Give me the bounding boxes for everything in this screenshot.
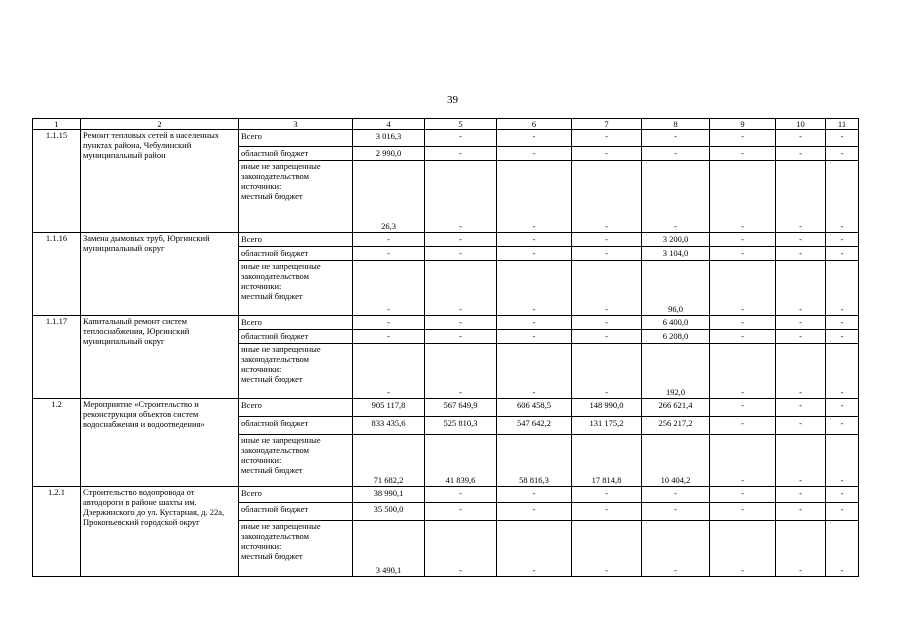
funding-value: -	[710, 487, 776, 503]
measure-name: Мероприятие «Строительство и реконструкция объектов систем водоснабжения и водоотведения»	[81, 399, 239, 487]
funding-value: -	[826, 417, 859, 435]
column-number-header: 3	[239, 119, 353, 130]
funding-value: -	[572, 487, 642, 503]
funding-value: -	[776, 130, 826, 147]
column-number-header: 6	[497, 119, 572, 130]
funding-value: -	[826, 247, 859, 261]
funding-value: -	[826, 487, 859, 503]
funding-source-label: Всего	[239, 399, 353, 417]
funding-value: 10 404,2	[642, 435, 710, 487]
column-number-header: 7	[572, 119, 642, 130]
funding-source-label	[239, 344, 353, 399]
funding-value: -	[425, 261, 497, 316]
funding-value: -	[710, 130, 776, 147]
funding-value: -	[710, 417, 776, 435]
table-row	[33, 316, 859, 330]
funding-value: -	[425, 130, 497, 147]
funding-source-line: иные не запрещенные	[241, 521, 321, 531]
funding-value: -	[425, 161, 497, 233]
funding-value: 6 400,0	[642, 316, 710, 330]
funding-value: -	[710, 161, 776, 233]
funding-value: -	[497, 261, 572, 316]
funding-value: -	[710, 503, 776, 521]
funding-value: -	[710, 435, 776, 487]
funding-source-label: Всего	[239, 130, 353, 147]
funding-value: -	[826, 161, 859, 233]
funding-source-label: Всего	[239, 487, 353, 503]
funding-value: -	[572, 161, 642, 233]
funding-value: -	[497, 233, 572, 247]
funding-value: -	[425, 147, 497, 161]
column-number-header: 2	[81, 119, 239, 130]
funding-value: 3 104,0	[642, 247, 710, 261]
funding-value: -	[710, 316, 776, 330]
funding-value: -	[776, 521, 826, 577]
measure-code: 1.2	[33, 399, 81, 487]
funding-value: -	[776, 233, 826, 247]
funding-value: -	[826, 344, 859, 399]
funding-source-line: законодательством	[241, 354, 310, 364]
funding-value: -	[425, 487, 497, 503]
funding-value: -	[572, 233, 642, 247]
funding-source-label: областной бюджет	[239, 147, 353, 161]
funding-source-label: областной бюджет	[239, 417, 353, 435]
funding-source-label	[239, 521, 353, 577]
funding-source-label: областной бюджет	[239, 330, 353, 344]
funding-source-line: законодательством	[241, 171, 310, 181]
measure-name: Капитальный ремонт систем теплоснабжения, Юргинский муниципальный округ	[81, 316, 239, 399]
funding-value: -	[572, 261, 642, 316]
funding-value: -	[776, 161, 826, 233]
funding-value: 3 490,1	[353, 521, 425, 577]
funding-value: -	[776, 147, 826, 161]
funding-value: -	[425, 330, 497, 344]
funding-value: -	[710, 233, 776, 247]
funding-source-label: Всего	[239, 316, 353, 330]
funding-value: -	[710, 147, 776, 161]
measure-code: 1.1.15	[33, 130, 81, 233]
funding-value: 148 990,0	[572, 399, 642, 417]
funding-source-line: источники:	[241, 364, 282, 374]
funding-value: -	[572, 247, 642, 261]
funding-source-line: источники:	[241, 541, 282, 551]
funding-value: -	[497, 503, 572, 521]
funding-value: -	[642, 147, 710, 161]
funding-value: 131 175,2	[572, 417, 642, 435]
funding-value: -	[826, 503, 859, 521]
funding-value: -	[826, 261, 859, 316]
measure-name: Ремонт тепловых сетей в населенных пунктах района, Чебулинский муниципальный район	[81, 130, 239, 233]
funding-value: -	[826, 130, 859, 147]
funding-value: 833 435,6	[353, 417, 425, 435]
funding-value: -	[497, 316, 572, 330]
funding-value: -	[425, 316, 497, 330]
funding-value: -	[710, 247, 776, 261]
funding-value: 96,0	[642, 261, 710, 316]
funding-source-line: иные не запрещенные	[241, 261, 321, 271]
funding-value: -	[497, 247, 572, 261]
funding-value: -	[497, 161, 572, 233]
funding-value: -	[776, 330, 826, 344]
funding-value: -	[572, 147, 642, 161]
funding-source-line: местный бюджет	[241, 551, 303, 561]
funding-value: 3 200,0	[642, 233, 710, 247]
funding-value: -	[642, 503, 710, 521]
funding-value: -	[826, 316, 859, 330]
measure-name: Замена дымовых труб, Юргинский муниципальный округ	[81, 233, 239, 316]
funding-value: -	[425, 247, 497, 261]
funding-value: -	[572, 344, 642, 399]
funding-value: -	[572, 316, 642, 330]
funding-value: -	[710, 521, 776, 577]
page-number: 39	[447, 94, 458, 106]
funding-value: -	[497, 330, 572, 344]
funding-value: -	[642, 487, 710, 503]
funding-source-label: областной бюджет	[239, 247, 353, 261]
funding-value: -	[776, 417, 826, 435]
funding-value: -	[353, 261, 425, 316]
funding-value: 41 839,6	[425, 435, 497, 487]
column-number-header: 11	[826, 119, 859, 130]
column-number-header: 5	[425, 119, 497, 130]
funding-value: -	[572, 130, 642, 147]
column-number-header: 1	[33, 119, 81, 130]
funding-source-line: иные не запрещенные	[241, 344, 321, 354]
funding-value: -	[642, 130, 710, 147]
funding-value: -	[826, 233, 859, 247]
funding-value: -	[425, 521, 497, 577]
funding-value: 6 208,0	[642, 330, 710, 344]
funding-value: -	[497, 521, 572, 577]
funding-value: -	[710, 344, 776, 399]
funding-value: -	[826, 521, 859, 577]
funding-source-line: источники:	[241, 281, 282, 291]
funding-value: 58 816,3	[497, 435, 572, 487]
table-row	[33, 487, 859, 503]
funding-value: -	[353, 247, 425, 261]
funding-value: 71 682,2	[353, 435, 425, 487]
funding-value: 26,3	[353, 161, 425, 233]
measure-code: 1.1.16	[33, 233, 81, 316]
funding-value: -	[353, 316, 425, 330]
funding-value: -	[826, 435, 859, 487]
funding-value: 192,0	[642, 344, 710, 399]
budget-table	[32, 118, 859, 577]
table-row	[33, 233, 859, 247]
column-number-row	[33, 119, 859, 130]
funding-source-line: источники:	[241, 181, 282, 191]
funding-value: 567 649,9	[425, 399, 497, 417]
funding-source-line: иные не запрещенные	[241, 161, 321, 171]
funding-value: -	[425, 233, 497, 247]
column-number-header: 8	[642, 119, 710, 130]
funding-source-line: иные не запрещенные	[241, 435, 321, 445]
funding-value: -	[710, 261, 776, 316]
measure-code: 1.2.1	[33, 487, 81, 577]
funding-value: -	[776, 435, 826, 487]
measure-code: 1.1.17	[33, 316, 81, 399]
funding-value: -	[642, 161, 710, 233]
funding-value: -	[425, 344, 497, 399]
funding-source-line: законодательством	[241, 445, 310, 455]
funding-value: 35 500,0	[353, 503, 425, 521]
column-number-header: 10	[776, 119, 826, 130]
funding-value: 3 016,3	[353, 130, 425, 147]
funding-value: -	[497, 147, 572, 161]
funding-value: -	[642, 521, 710, 577]
funding-value: 547 642,2	[497, 417, 572, 435]
funding-source-label: областной бюджет	[239, 503, 353, 521]
funding-value: -	[776, 316, 826, 330]
funding-value: -	[572, 330, 642, 344]
funding-source-line: законодательством	[241, 271, 310, 281]
funding-source-label: Всего	[239, 233, 353, 247]
funding-value: -	[826, 330, 859, 344]
funding-source-label	[239, 161, 353, 233]
funding-value: -	[826, 147, 859, 161]
funding-value: -	[710, 399, 776, 417]
funding-source-label	[239, 261, 353, 316]
funding-source-line: местный бюджет	[241, 465, 303, 475]
funding-value: -	[497, 130, 572, 147]
funding-source-line: законодательством	[241, 531, 310, 541]
column-number-header: 9	[710, 119, 776, 130]
measure-name: Строительство водопровода от автодороги в районе шахты им. Дзержинского до ул. Кустарная, д. 22а, Прокопьевский городской округ	[81, 487, 239, 577]
funding-value: 38 990,1	[353, 487, 425, 503]
funding-source-line: источники:	[241, 455, 282, 465]
funding-value: 266 621,4	[642, 399, 710, 417]
funding-value: -	[776, 344, 826, 399]
funding-value: 17 814,8	[572, 435, 642, 487]
funding-value: -	[572, 521, 642, 577]
table-row	[33, 130, 859, 147]
funding-value: -	[776, 247, 826, 261]
funding-value: 525 810,3	[425, 417, 497, 435]
funding-value: 606 458,5	[497, 399, 572, 417]
funding-value: -	[776, 399, 826, 417]
funding-source-line: местный бюджет	[241, 374, 303, 384]
funding-source-line: местный бюджет	[241, 291, 303, 301]
funding-value: -	[776, 503, 826, 521]
funding-value: -	[776, 487, 826, 503]
funding-value: -	[826, 399, 859, 417]
funding-source-line: местный бюджет	[241, 191, 303, 201]
funding-source-label	[239, 435, 353, 487]
funding-value: -	[497, 487, 572, 503]
table-row	[33, 399, 859, 417]
funding-value: 256 217,2	[642, 417, 710, 435]
funding-value: -	[572, 503, 642, 521]
funding-value: -	[776, 261, 826, 316]
column-number-header: 4	[353, 119, 425, 130]
funding-value: -	[425, 503, 497, 521]
funding-value: 2 990,0	[353, 147, 425, 161]
funding-value: -	[497, 344, 572, 399]
funding-value: -	[710, 330, 776, 344]
funding-value: -	[353, 233, 425, 247]
funding-value: 905 117,8	[353, 399, 425, 417]
funding-value: -	[353, 330, 425, 344]
funding-value: -	[353, 344, 425, 399]
